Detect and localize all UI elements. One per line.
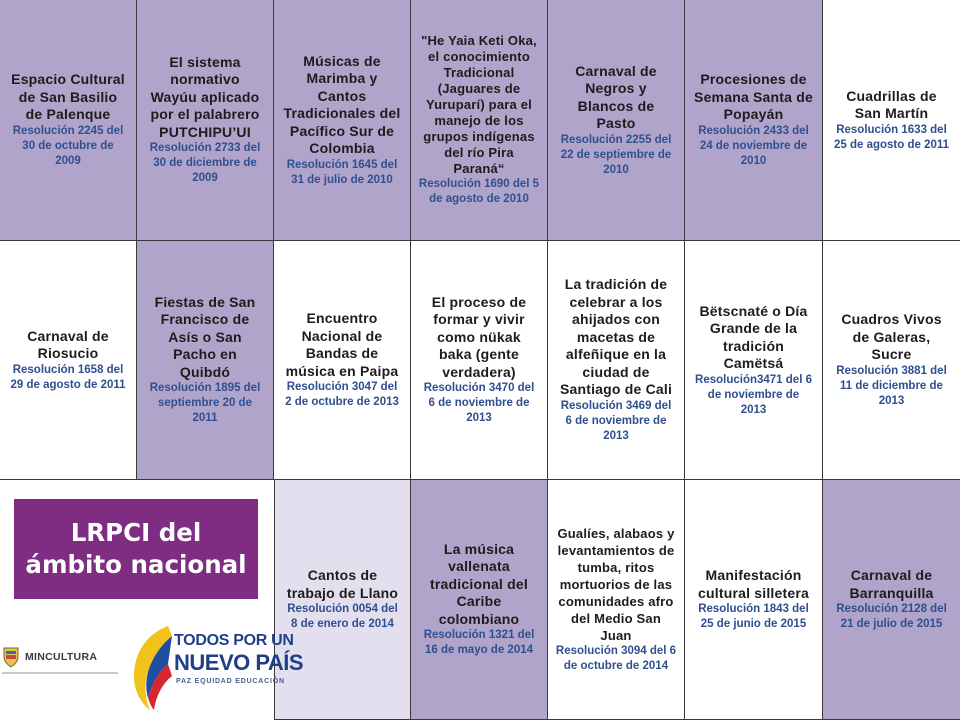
heritage-cell (823, 480, 960, 720)
cell-resolution: Resolución 1690 del 5 de agosto de 2010 (418, 178, 540, 205)
cell-title: Cuadrillas de San Martín (846, 87, 937, 121)
heritage-cell (685, 0, 823, 241)
cell-resolution: Resolución 2433 del 24 de noviembre de 2010 (698, 124, 809, 167)
cell-title: El proceso de formar y vivir como nükak baka (gente verdadera) (431, 293, 527, 380)
heritage-cell (137, 0, 274, 241)
cell-title: Procesiones de Semana Santa de Popayán (694, 71, 813, 123)
cell-title: Fiestas de San Francisco de Asís o San Pacho en Quibdó (154, 293, 256, 380)
heritage-cell (548, 0, 685, 241)
cell-title: Bëtscnaté o Día Grande de la tradición Camëtsá (699, 302, 808, 371)
cell-title: Cuadros Vivos de Galeras, Sucre (841, 311, 942, 363)
cell-resolution: Resolución 1645 del 31 de julio de 2010 (286, 158, 398, 186)
cell-title: Carnaval de Riosucio (27, 327, 109, 361)
heritage-cell (0, 241, 137, 480)
cell-resolution: Resolución 1321 del 16 de mayo de 2014 (423, 629, 535, 657)
cell-resolution: Resolución 3470 del 6 de noviembre de 2013 (423, 382, 535, 425)
cell-title: Cantos de trabajo de Llano (286, 567, 399, 601)
heritage-cell (411, 0, 548, 241)
cell-resolution: Resolución3471 del 6 de noviembre de 2013 (695, 373, 812, 416)
heritage-cell (274, 480, 411, 720)
cell-title: El sistema normativo Wayúu aplicado por el palabrero PUTCHIPU’UI (150, 53, 260, 140)
cell-resolution: Resolución 1633 del 25 de agosto de 2011 (833, 123, 950, 151)
cell-resolution: Resolución 3094 del 6 de octubre de 2014 (555, 645, 677, 672)
todos-line3: PAZ EQUIDAD EDUCACIÓN (176, 678, 285, 685)
heritage-cell (0, 0, 137, 241)
banner-title: LRPCI del ámbito nacional (25, 518, 247, 579)
cell-title: Carnaval de Barranquilla (849, 567, 934, 601)
cell-title: Músicas de Marimba y Cantos Tradicionales del Pacífico Sur de Colombia (283, 52, 401, 156)
heritage-cell (274, 241, 411, 480)
cell-resolution: Resolución 2255 del 22 de septiembre de 2010 (560, 133, 672, 176)
cell-resolution: Resolución 3881 del 11 de diciembre de 2013 (836, 364, 947, 407)
cell-resolution: Resolución 1658 del 29 de agosto de 2011 (10, 363, 126, 391)
cell-title: La música vallenata tradicional del Caribe colombiano (430, 540, 528, 627)
cell-resolution: Resolución 0054 del 8 de enero de 2014 (287, 603, 398, 630)
todos-por-un-nuevo-pais-logo (128, 620, 304, 716)
heritage-cell (548, 241, 685, 480)
cell-title: Encuentro Nacional de Bandas de música en Paipa (285, 310, 399, 379)
heritage-cell (823, 0, 960, 241)
heritage-cell (411, 241, 548, 480)
heritage-cell (823, 241, 960, 480)
mincultura-text: MINCULTURA (25, 651, 98, 663)
todos-line2: NUEVO PAÍS (174, 650, 304, 675)
coat-of-arms-icon (2, 646, 20, 668)
cell-title: Espacio Cultural de San Basilio de Palenque (11, 71, 125, 123)
heritage-cell (685, 480, 823, 720)
cell-title: Carnaval de Negros y Blancos de Pasto (575, 62, 657, 131)
cell-resolution: Resolución 2128 del 21 de julio de 2015 (836, 603, 947, 630)
cell-title: Gualíes, alabaos y levantamientos de tumba, ritos mortuorios de las comunidades afro del Medio San Juan (557, 526, 675, 643)
cell-resolution: Resolución 1843 del 25 de junio de 2015 (698, 603, 809, 630)
cell-resolution: Resolución 2245 del 30 de octubre de 2009 (12, 124, 124, 167)
mincultura-underline (2, 672, 118, 674)
cell-title: La tradición de celebrar a los ahijados con macetas de alfeñique en la ciudad de Santiago de Cali (559, 276, 673, 398)
cell-resolution: Resolución 2733 del 30 de diciembre de 2009 (149, 142, 261, 185)
cell-title: "He Yaia Keti Oka, el conocimiento Tradicional (Jaguares de Yuruparí) para el manejo de los grupos indígenas del río Pira Paraná“ (421, 33, 537, 176)
heritage-cell (137, 241, 274, 480)
heritage-cell (685, 241, 823, 480)
flag-swoosh-icon (128, 622, 174, 714)
mincultura-logo (2, 642, 120, 672)
todos-line1: TODOS POR UN (174, 632, 294, 649)
heritage-cell (548, 480, 685, 720)
heritage-cell (274, 0, 411, 241)
cell-title: Manifestación cultural silletera (698, 567, 809, 601)
cell-resolution: Resolución 3469 del 6 de noviembre de 2013 (560, 399, 672, 442)
lrpci-banner (14, 499, 258, 599)
heritage-cell (411, 480, 548, 720)
cell-resolution: Resolución 3047 del 2 de octubre de 2013 (285, 381, 399, 408)
cell-resolution: Resolución 1895 del septiembre 20 de 2011 (149, 382, 261, 425)
